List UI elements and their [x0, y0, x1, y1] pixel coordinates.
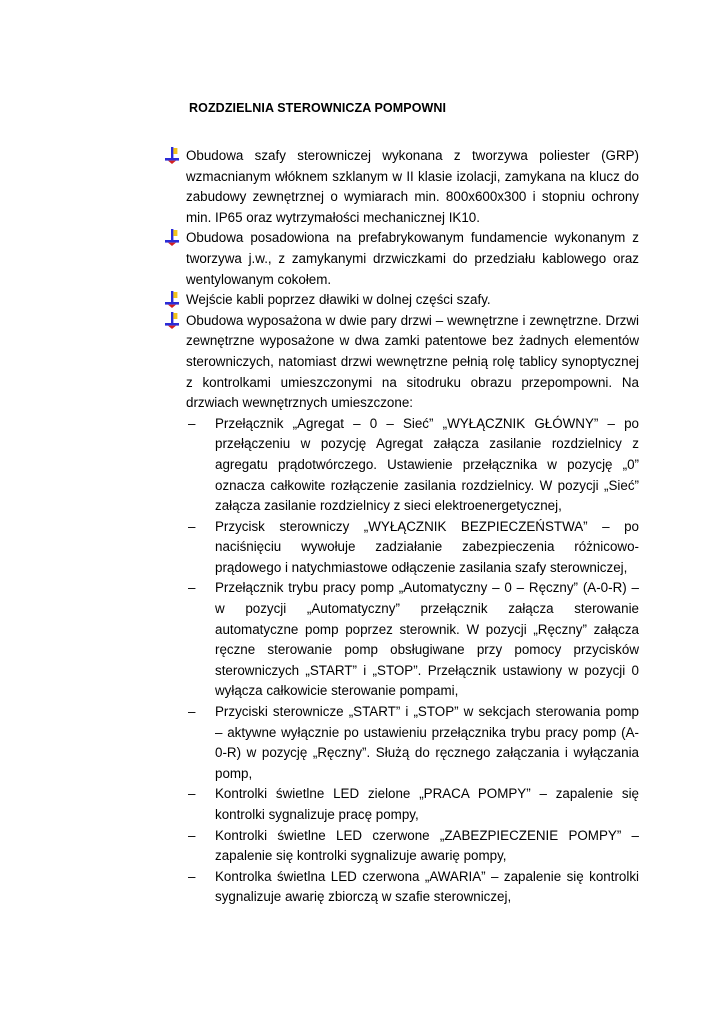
dash-marker: – — [188, 704, 196, 720]
sub-item-text: Przycisk sterowniczy „WYŁĄCZNIK BEZPIECZEŃSTWA” – po naciśnięciu wywołuje zadziałanie zabezpieczenia różnicowo-prądowego i natychmiastowe odłączenie zasilania szafy sterowniczej, — [215, 518, 639, 575]
sub-list-item — [162, 826, 639, 867]
bullet-text: Obudowa wyposażona w dwie pary drzwi – wewnętrzne i zewnętrzne. Drzwi zewnętrzne wyposażone w dwa zamki patentowe bez żadnych elementów sterowniczych, natomiast drzwi wewnętrzne pełnią rolę tablicy synoptycznej z kontrolkami umieszczonymi na sitodruku obrazu przepompowni. Na drzwiach wewnętrznych umieszczone: — [186, 312, 639, 411]
sub-list — [162, 414, 639, 908]
document-body — [162, 146, 639, 908]
dash-marker: – — [188, 415, 196, 431]
bullet-text: Obudowa szafy sterowniczej wykonana z tworzywa poliester (GRP) wzmacnianym włóknem szklanym w II klasie izolacji, zamykana na klucz do zabudowy zewnętrznej o wymiarach min. 800x600x300 i stopniu ochrony min. IP65 oraz wytrzymałości mechanicznej IK10. — [186, 148, 639, 225]
flag-arrow-icon — [164, 312, 180, 329]
dash-marker: – — [188, 518, 196, 534]
dash-marker: – — [188, 827, 196, 843]
dash-marker: – — [188, 786, 196, 802]
flag-arrow-icon — [164, 229, 180, 246]
bullet-item — [162, 290, 639, 311]
sub-item-text: Kontrolki świetlne LED zielone „PRACA POMPY” – zapalenie się kontrolki sygnalizuje pracę pompy, — [215, 786, 639, 822]
sub-list-item — [162, 867, 639, 908]
dash-marker: – — [188, 868, 196, 884]
flag-arrow-icon — [164, 291, 180, 308]
sub-list-item — [162, 784, 639, 825]
sub-list-item — [162, 578, 639, 702]
sub-item-text: Kontrolki świetlne LED czerwone „ZABEZPIECZENIE POMPY” – zapalenie się kontrolki sygnalizuje awarię pompy, — [215, 827, 639, 864]
sub-item-text: Przełącznik trybu pracy pomp „Automatyczny – 0 – Ręczny” (A-0-R) – w pozycji „Automatyczny” przełącznik załącza sterowanie automatyczne pomp poprzez sterownik. W pozycji „Ręczny” załącza ręczne sterowanie pomp obsługiwane przy pomocy przycisków sterowniczych „START” i „STOP”. Przełącznik ustawiony w pozycji 0 wyłącza całkowicie sterowanie pompami, — [215, 580, 639, 699]
bullet-text: Wejście kabli poprzez dławiki w dolnej części szafy. — [186, 292, 491, 308]
sub-list-item — [162, 517, 639, 579]
dash-marker: – — [188, 580, 196, 596]
bullet-item — [162, 228, 639, 290]
sub-item-text: Przełącznik „Agregat – 0 – Sieć” „WYŁĄCZNIK GŁÓWNY” – po przełączeniu w pozycję Agregat załącza zasilanie rozdzielnicy z agregatu prądotwórczego. Ustawienie przełącznika w pozycję „0” oznacza całkowite rozłączenie zasilania rozdzielnicy. W pozycji „Sieć” załącza zasilanie rozdzielnicy z sieci elektroenergetycznej, — [215, 415, 639, 514]
bullet-item — [162, 311, 639, 414]
sub-item-text: Przyciski sterownicze „START” i „STOP” w sekcjach sterowania pomp – aktywne wyłącznie po ustawieniu przełącznika trybu pracy pomp (A-0-R) w pozycję „Ręczny”. Służą do ręcznego załączania i wyłączania pomp, — [215, 704, 639, 781]
sub-list-item — [162, 414, 639, 517]
bullet-text: Obudowa posadowiona na prefabrykowanym fundamencie wykonanym z tworzywa j.w., z zamykanymi drzwiczkami do przedziału kablowego oraz wentylowanym cokołem. — [186, 230, 639, 287]
document-title: ROZDZIELNIA STEROWNICZA POMPOWNI — [189, 101, 447, 115]
flag-arrow-icon — [164, 147, 180, 164]
sub-item-text: Kontrolka świetlna LED czerwona „AWARIA” – zapalenie się kontrolki sygnalizuje awarię zbiorczą w szafie sterowniczej, — [215, 868, 639, 905]
bullet-item — [162, 146, 639, 228]
sub-list-item — [162, 702, 639, 784]
